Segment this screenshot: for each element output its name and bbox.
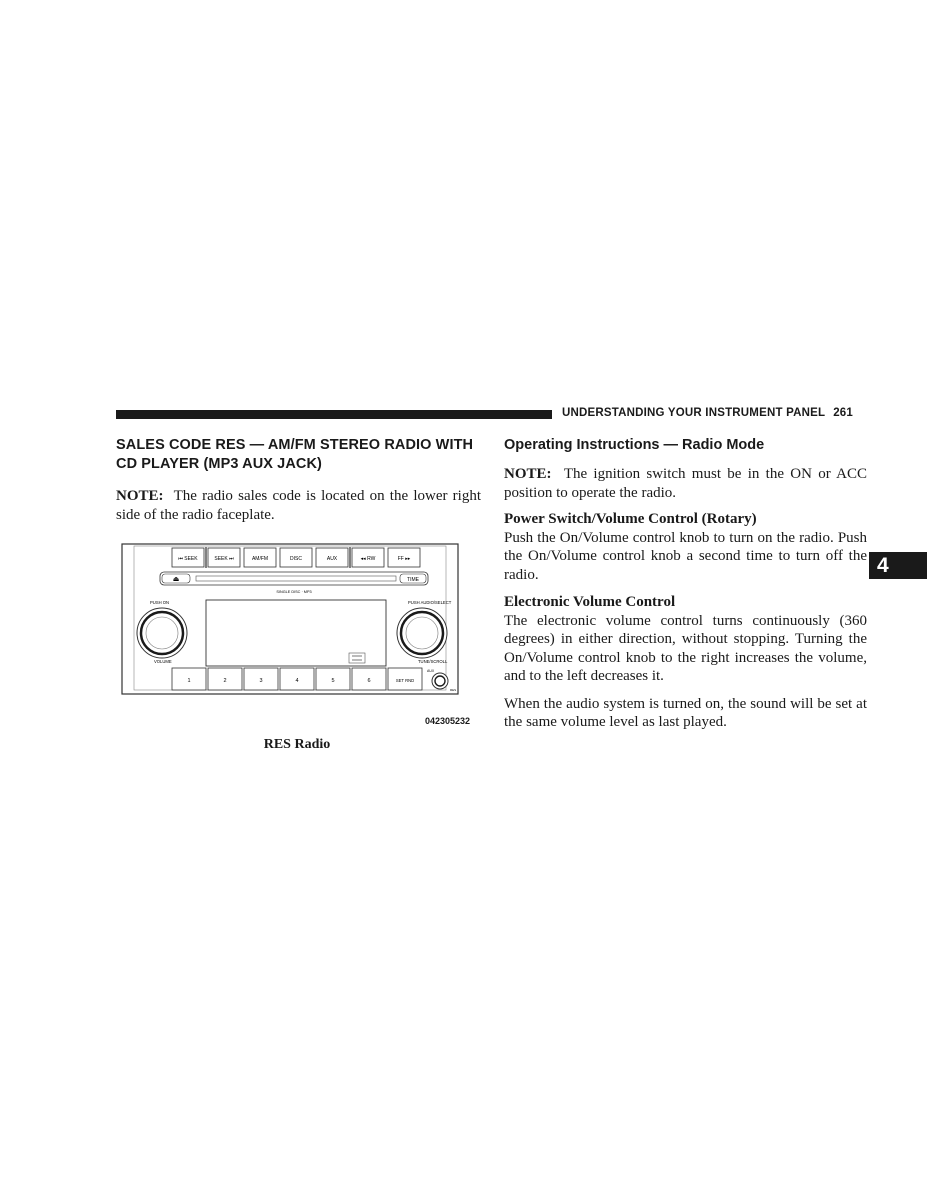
right-column <box>504 436 867 732</box>
aux-jack-icon[interactable] <box>432 673 448 689</box>
preset-button-row <box>172 668 422 690</box>
volume-knob[interactable] <box>137 608 187 658</box>
radio-faceplate-illustration <box>116 540 476 700</box>
cd-logo-icon <box>349 653 365 663</box>
cd-slot <box>196 576 396 581</box>
note-paragraph <box>116 487 481 524</box>
aux-button-label: AUX <box>326 556 338 562</box>
chapter-tab: 4 <box>869 552 927 579</box>
push-on-label: PUSH ON <box>150 600 170 605</box>
seek-forward-label: SEEK ⏭ <box>214 556 234 562</box>
left-column <box>116 436 481 524</box>
last-volume-paragraph: When the audio system is turned on, the sound will be set at the same volume level as last played. <box>504 695 867 730</box>
power-switch-paragraph: Push the On/Volume control knob to turn on the radio. Push the On/Volume control knob a second time to turn off the radio. <box>504 529 867 583</box>
volume-control-heading: Electronic Volume Control <box>504 594 676 610</box>
top-button-row <box>172 547 420 568</box>
power-switch-heading: Power Switch/Volume Control (Rotary) <box>504 511 757 527</box>
sales-code-label: RES <box>450 688 457 692</box>
note-text: The radio sales code is located on the lower right side of the radio faceplate. <box>116 488 481 523</box>
push-audio-label: PUSH AUDIO/SELECT <box>408 600 452 605</box>
slot-label: SINGLE DISC · MP3 <box>276 590 312 594</box>
running-header <box>562 407 853 419</box>
preset-6-label: 6 <box>367 678 371 684</box>
eject-icon: ⏏ <box>172 576 180 583</box>
preset-3-label: 3 <box>259 678 263 684</box>
volume-knob-cap <box>146 617 178 649</box>
figure-id: 042305232 <box>425 716 471 726</box>
subsection-heading: Operating Instructions — Radio Mode <box>504 437 765 453</box>
figure-caption: RES Radio <box>263 737 331 752</box>
am-fm-label: AM/FM <box>251 556 269 562</box>
section-heading: SALES CODE RES — AM/FM STEREO RADIO WITH CD PLAYER (MP3 AUX JACK) <box>116 437 474 472</box>
rewind-label: ◂◂ RW <box>360 556 376 562</box>
tune-knob[interactable] <box>397 608 447 658</box>
header-rule <box>116 410 552 419</box>
note-label: NOTE: <box>116 488 164 504</box>
radio-figure <box>116 540 476 705</box>
disc-label: DISC <box>290 556 302 562</box>
tune-scroll-label: TUNE/SCROLL <box>418 659 448 664</box>
time-label: TIME <box>407 577 419 583</box>
preset-2-label: 2 <box>223 678 227 684</box>
header-title: UNDERSTANDING YOUR INSTRUMENT PANEL <box>562 407 826 419</box>
tune-knob-cap <box>406 617 438 649</box>
note-paragraph <box>504 465 867 502</box>
page-number: 261 <box>833 407 853 419</box>
seek-back-label: ⏮ SEEK <box>178 556 198 562</box>
set-rnd-label: SET RND <box>395 678 415 683</box>
preset-4-label: 4 <box>295 678 299 684</box>
preset-5-label: 5 <box>331 678 335 684</box>
note-label: NOTE: <box>504 466 552 482</box>
volume-control-paragraph: The electronic volume control turns continuously (360 degrees) in either direction, without stopping. Turning the On/Volume control knob to the right increases the volume, and to the left decreases it. <box>504 612 867 684</box>
aux-jack-label: AUX <box>427 669 435 673</box>
fast-forward-label: FF ▸▸ <box>397 556 411 562</box>
note-text: The ignition switch must be in the ON or ACC position to operate the radio. <box>504 466 867 501</box>
preset-1-label: 1 <box>187 678 191 684</box>
volume-label: VOLUME <box>154 659 172 664</box>
